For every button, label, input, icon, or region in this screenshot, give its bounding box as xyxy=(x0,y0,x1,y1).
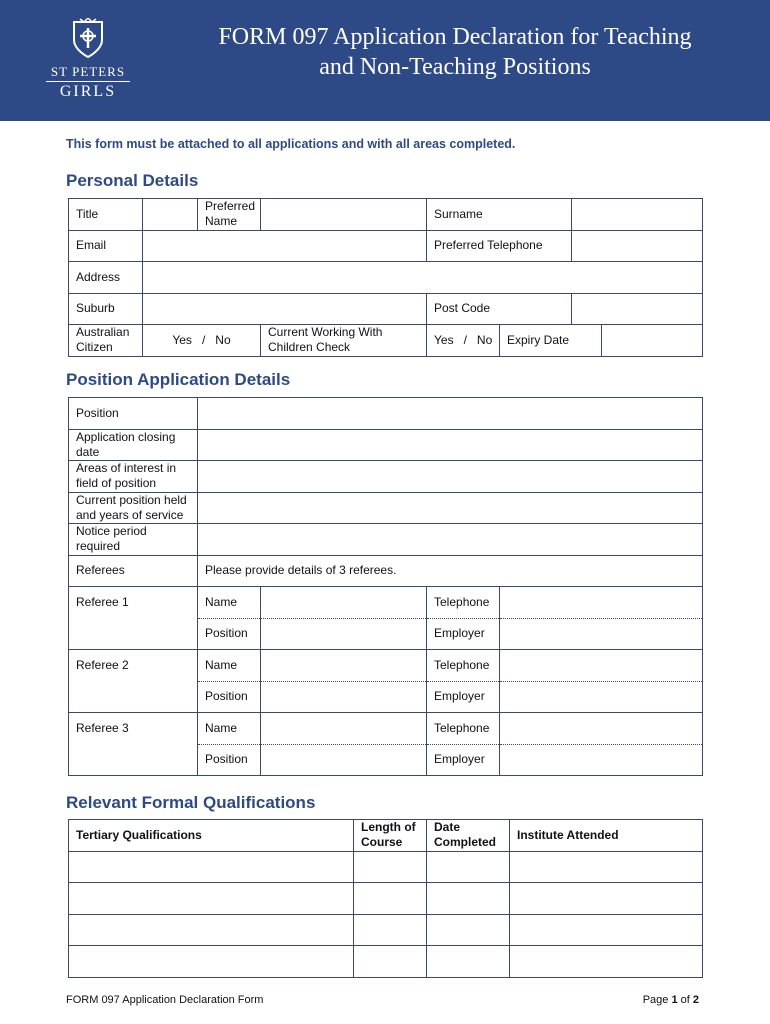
qualification-field[interactable] xyxy=(69,946,354,978)
table-row xyxy=(69,492,703,524)
date-completed-field[interactable] xyxy=(427,883,510,915)
school-logo xyxy=(38,18,138,101)
referee-3-position-label: Position xyxy=(198,744,261,776)
referee-3-name-field[interactable] xyxy=(261,713,427,745)
table-row xyxy=(69,883,703,915)
instruction-note: This form must be attached to all applications and with all areas completed. xyxy=(66,137,516,151)
referee-3-telephone-field[interactable] xyxy=(500,713,703,745)
institute-field[interactable] xyxy=(510,946,703,978)
table-row xyxy=(69,262,703,294)
col-header-tertiary: Tertiary Qualifications xyxy=(69,820,354,852)
closing-date-field[interactable] xyxy=(198,429,703,461)
table-row xyxy=(69,461,703,493)
form-title xyxy=(160,22,750,82)
address-field[interactable] xyxy=(143,262,703,294)
logo-text-bottom: GIRLS xyxy=(59,83,117,100)
crest-icon xyxy=(70,18,106,60)
referee-1-name-label: Name xyxy=(198,587,261,619)
referee-2-name-field[interactable] xyxy=(261,650,427,682)
referee-1-name-field[interactable] xyxy=(261,587,427,619)
page-header xyxy=(0,0,770,121)
table-row xyxy=(69,587,703,619)
section-heading-qualifications: Relevant Formal Qualifications xyxy=(66,793,316,812)
referee-2-telephone-label: Telephone xyxy=(427,650,500,682)
expiry-date-field[interactable] xyxy=(602,325,703,357)
referee-2-name-label: Name xyxy=(198,650,261,682)
institute-field[interactable] xyxy=(510,883,703,915)
referee-1-telephone-field[interactable] xyxy=(500,587,703,619)
surname-field[interactable] xyxy=(572,199,703,231)
table-row xyxy=(69,293,703,325)
notice-period-label: Notice period required xyxy=(69,524,198,556)
referee-3-employer-label: Employer xyxy=(427,744,500,776)
table-row xyxy=(69,650,703,682)
preferred-name-field[interactable] xyxy=(261,199,427,231)
course-length-field[interactable] xyxy=(354,914,427,946)
referee-3-employer-field[interactable] xyxy=(500,744,703,776)
qualification-field[interactable] xyxy=(69,851,354,883)
referee-3-telephone-label: Telephone xyxy=(427,713,500,745)
referee-1-position-label: Position xyxy=(198,618,261,650)
table-row xyxy=(69,914,703,946)
preferred-name-label: Preferred Name xyxy=(198,199,261,231)
col-header-date: Date Completed xyxy=(427,820,510,852)
section-heading-position: Position Application Details xyxy=(66,370,291,389)
logo-text-top: ST PETERS xyxy=(50,64,126,79)
referee-1-position-field[interactable] xyxy=(261,618,427,650)
title-field[interactable] xyxy=(143,199,198,231)
areas-of-interest-field[interactable] xyxy=(198,461,703,493)
table-row xyxy=(69,524,703,556)
form-title-line2: and Non-Teaching Positions xyxy=(319,54,591,80)
current-position-label: Current position held and years of service xyxy=(69,492,198,524)
referee-2-telephone-field[interactable] xyxy=(500,650,703,682)
form-title-line1: FORM 097 Application Declaration for Teaching xyxy=(218,24,692,50)
title-label: Title xyxy=(69,199,143,231)
position-label: Position xyxy=(69,398,198,430)
personal-details-table xyxy=(68,198,703,357)
current-position-field[interactable] xyxy=(198,492,703,524)
logo-divider xyxy=(46,81,130,82)
position-field[interactable] xyxy=(198,398,703,430)
table-row xyxy=(69,230,703,262)
referee-1-label: Referee 1 xyxy=(69,587,198,650)
referee-3-position-field[interactable] xyxy=(261,744,427,776)
notice-period-field[interactable] xyxy=(198,524,703,556)
col-header-institute: Institute Attended xyxy=(510,820,703,852)
referee-2-employer-label: Employer xyxy=(427,681,500,713)
referees-note: Please provide details of 3 referees. xyxy=(198,555,703,587)
referee-1-employer-field[interactable] xyxy=(500,618,703,650)
table-row xyxy=(69,555,703,587)
referee-2-label: Referee 2 xyxy=(69,650,198,713)
email-field[interactable] xyxy=(143,230,427,262)
section-heading-personal: Personal Details xyxy=(66,171,199,190)
col-header-length: Length of Course xyxy=(354,820,427,852)
referee-1-telephone-label: Telephone xyxy=(427,587,500,619)
referee-2-employer-field[interactable] xyxy=(500,681,703,713)
post-code-field[interactable] xyxy=(572,293,703,325)
position-details-table xyxy=(68,397,703,776)
institute-field[interactable] xyxy=(510,914,703,946)
footer-form-name: FORM 097 Application Declaration Form xyxy=(66,994,264,1006)
qualification-field[interactable] xyxy=(69,914,354,946)
table-row xyxy=(69,946,703,978)
wwc-yes-no-choice[interactable]: Yes / No xyxy=(427,325,500,357)
table-row xyxy=(69,820,703,852)
course-length-field[interactable] xyxy=(354,883,427,915)
australian-citizen-label: Australian Citizen xyxy=(69,325,143,357)
date-completed-field[interactable] xyxy=(427,914,510,946)
wwc-check-label: Current Working With Children Check xyxy=(261,325,427,357)
footer-page-number xyxy=(643,994,699,1006)
surname-label: Surname xyxy=(427,199,572,231)
table-row xyxy=(69,199,703,231)
qualification-field[interactable] xyxy=(69,883,354,915)
course-length-field[interactable] xyxy=(354,851,427,883)
suburb-label: Suburb xyxy=(69,293,143,325)
suburb-field[interactable] xyxy=(143,293,427,325)
referee-3-name-label: Name xyxy=(198,713,261,745)
table-row xyxy=(69,325,703,357)
page-of: of xyxy=(677,994,693,1006)
table-row xyxy=(69,713,703,745)
date-completed-field[interactable] xyxy=(427,946,510,978)
referees-label: Referees xyxy=(69,555,198,587)
preferred-telephone-label: Preferred Telephone xyxy=(427,230,572,262)
table-row xyxy=(69,851,703,883)
date-completed-field[interactable] xyxy=(427,851,510,883)
page-prefix: Page xyxy=(642,994,672,1006)
page-total: 2 xyxy=(692,994,699,1006)
qualifications-table xyxy=(68,819,703,978)
closing-date-label: Application closing date xyxy=(69,429,198,461)
referee-1-employer-label: Employer xyxy=(427,618,500,650)
table-row xyxy=(69,429,703,461)
address-label: Address xyxy=(69,262,143,294)
referee-3-label: Referee 3 xyxy=(69,713,198,776)
preferred-telephone-field[interactable] xyxy=(572,230,703,262)
email-label: Email xyxy=(69,230,143,262)
expiry-date-label: Expiry Date xyxy=(500,325,602,357)
areas-of-interest-label: Areas of interest in field of position xyxy=(69,461,198,493)
citizen-yes-no-choice[interactable]: Yes / No xyxy=(143,325,261,357)
table-row xyxy=(69,398,703,430)
post-code-label: Post Code xyxy=(427,293,572,325)
course-length-field[interactable] xyxy=(354,946,427,978)
page-current: 1 xyxy=(671,994,678,1006)
referee-2-position-label: Position xyxy=(198,681,261,713)
institute-field[interactable] xyxy=(510,851,703,883)
referee-2-position-field[interactable] xyxy=(261,681,427,713)
